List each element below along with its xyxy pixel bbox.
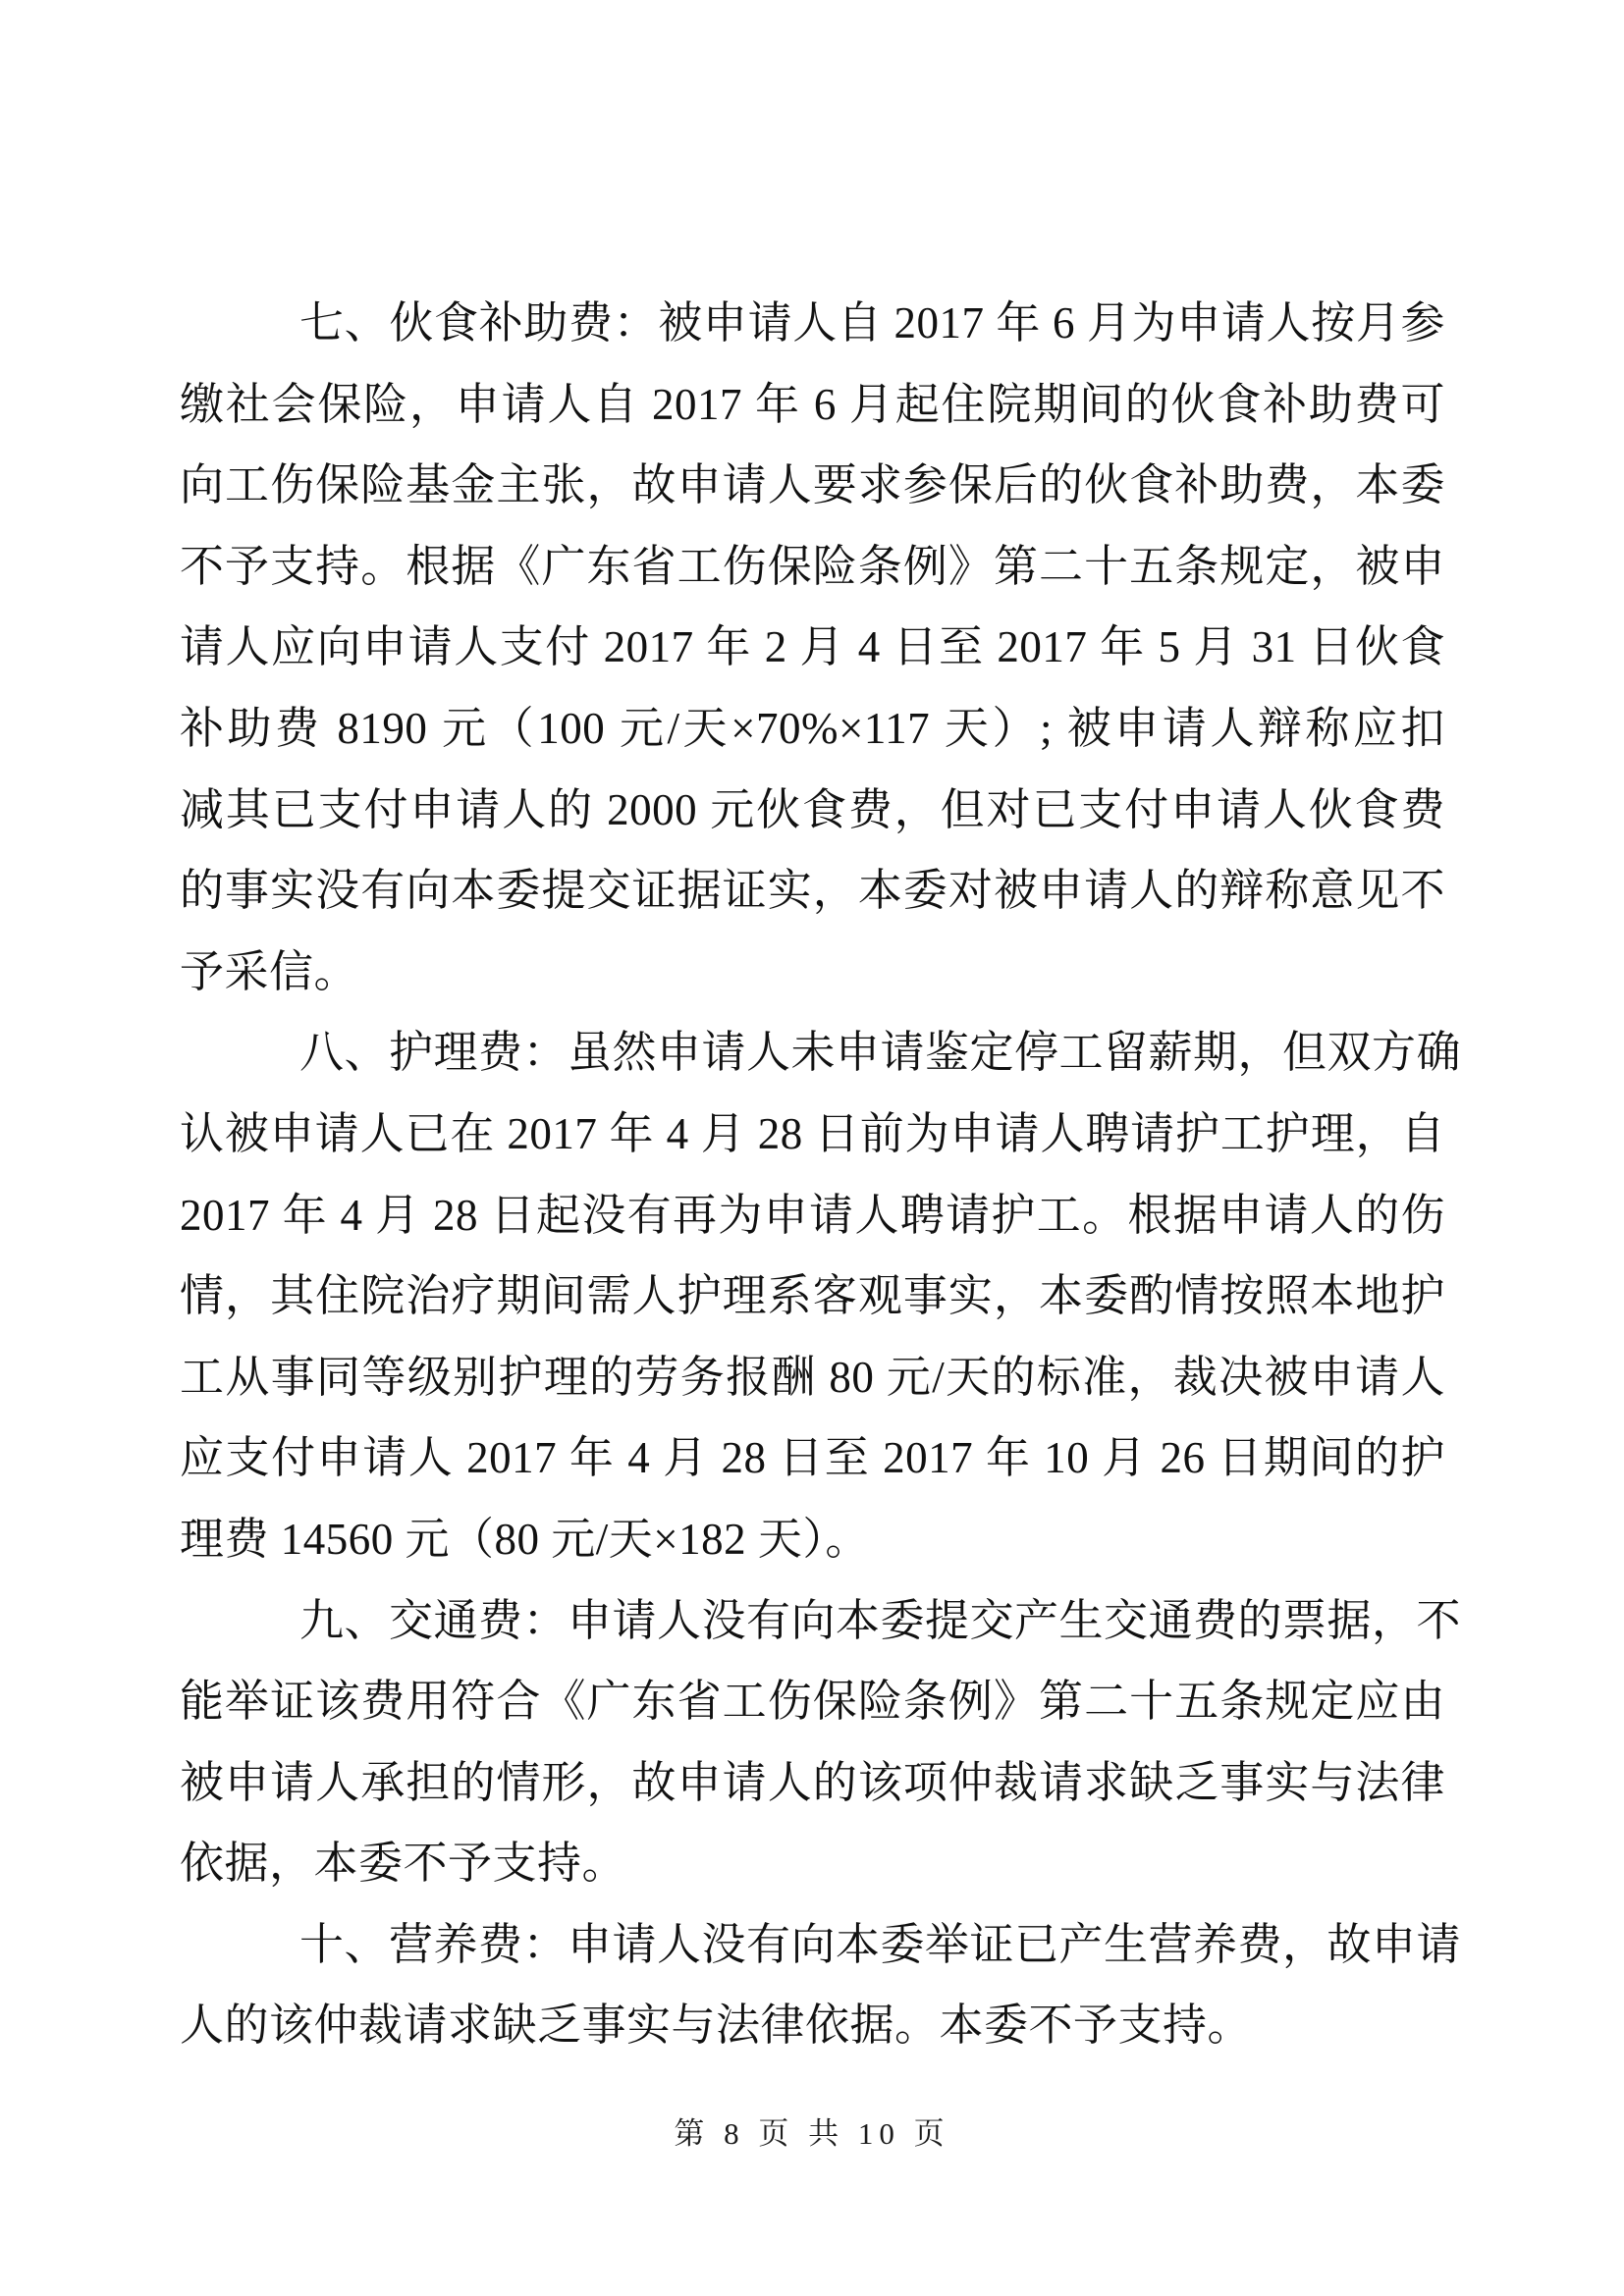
text-line: 理费 14560 元（80 元/天×182 天）。	[180, 1514, 870, 1564]
text-line: 人的该仲裁请求缺乏事实与法律依据。本委不予支持。	[180, 2001, 1253, 2051]
text-line: 认被申请人已在 2017 年 4 月 28 日前为申请人聘请护工护理，自	[180, 1108, 1445, 1158]
text-line: 请人应向申请人支付 2017 年 2 月 4 日至 2017 年 5 月 31 日伙食	[180, 622, 1445, 672]
document-body	[180, 283, 1462, 2066]
page-number-label: 第 8 页 共 10 页	[674, 2116, 950, 2151]
text-line: 2017 年 4 月 28 日起没有再为申请人聘请护工。根据申请人的伤	[180, 1190, 1445, 1240]
text-line: 向工伤保险基金主张，故申请人要求参保后的伙食补助费，本委	[180, 460, 1445, 510]
text-line: 应支付申请人 2017 年 4 月 28 日至 2017 年 10 月 26 日期间的护	[180, 1433, 1445, 1483]
text-line: 依据，本委不予支持。	[180, 1839, 627, 1889]
text-line: 的事实没有向本委提交证据证实，本委对被申请人的辩称意见不	[180, 866, 1445, 916]
text-line: 予采信。	[180, 946, 359, 996]
text-line: 被申请人承担的情形，故申请人的该项仲裁请求缺乏事实与法律	[180, 1757, 1445, 1807]
text-line: 不予支持。根据《广东省工伤保险条例》第二十五条规定，被申	[180, 541, 1445, 591]
page-footer	[0, 2109, 1624, 2153]
text-line: 九、交通费：申请人没有向本委提交产生交通费的票据，不	[299, 1595, 1462, 1645]
text-line: 十、营养费：申请人没有向本委举证已产生营养费，故申请	[299, 1919, 1462, 1969]
text-line: 工从事同等级别护理的劳务报酬 80 元/天的标准，裁决被申请人	[180, 1352, 1445, 1402]
text-line: 补助费 8190 元（100 元/天×70%×117 天）; 被申请人辩称应扣	[180, 703, 1445, 753]
text-line: 减其已支付申请人的 2000 元伙食费，但对已支付申请人伙食费	[180, 784, 1445, 834]
text-line: 能举证该费用符合《广东省工伤保险条例》第二十五条规定应由	[180, 1677, 1445, 1727]
text-line: 情，其住院治疗期间需人护理系客观事实，本委酌情按照本地护	[180, 1271, 1445, 1321]
text-line: 七、伙食补助费：被申请人自 2017 年 6 月为申请人按月参	[299, 298, 1445, 347]
text-line: 缴社会保险，申请人自 2017 年 6 月起住院期间的伙食补助费可	[180, 379, 1445, 429]
text-line: 八、护理费：虽然申请人未申请鉴定停工留薪期，但双方确	[299, 1028, 1462, 1078]
